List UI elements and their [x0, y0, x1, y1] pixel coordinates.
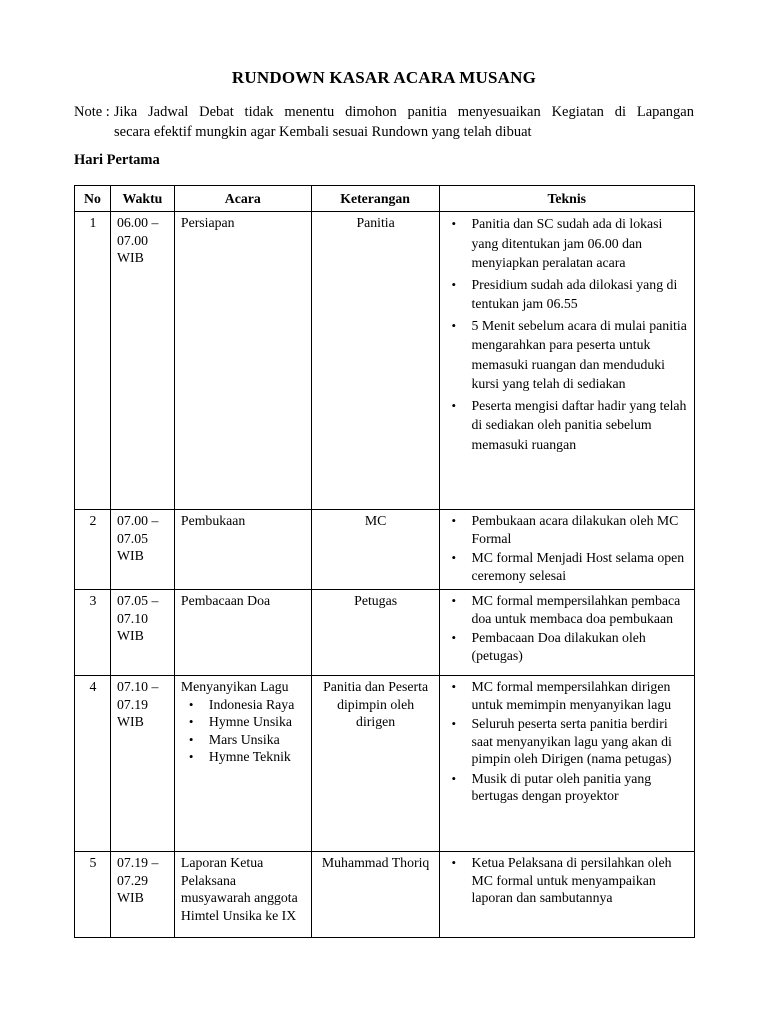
cell-acara: Laporan Ketua Pelaksana musyawarah anggota Himtel Unsika ke IX	[174, 852, 311, 938]
cell-teknis	[439, 212, 695, 510]
teknis-item: • 5 Menit sebelum acara di mulai panitia mengarahkan para peserta untuk memasuki ruangan dan menduduki kursi yang telah di sediakan	[446, 316, 690, 394]
cell-keterangan: Panitia dan Peserta dipimpin oleh dirigen	[311, 676, 439, 852]
cell-waktu	[110, 676, 174, 852]
cell-no: 2	[75, 510, 111, 590]
song-list	[181, 696, 306, 766]
cell-acara: Pembacaan Doa	[174, 590, 311, 676]
cell-no: 1	[75, 212, 111, 510]
document-title: RUNDOWN KASAR ACARA MUSANG	[231, 68, 537, 87]
cell-teknis	[439, 852, 695, 938]
table-row	[75, 212, 695, 510]
cell-no: 3	[75, 590, 111, 676]
note-text-line2: secara efektif mungkin agar Kembali sesuai Rundown yang telah dibuat	[114, 124, 532, 140]
waktu-end: 07.00	[116, 232, 148, 248]
waktu-zone: WIB	[116, 714, 144, 729]
waktu-zone: WIB	[116, 548, 144, 563]
header-no: No	[75, 186, 111, 212]
teknis-item: • MC formal Menjadi Host selama open ceremony selesai	[446, 549, 690, 584]
cell-teknis	[439, 590, 695, 676]
waktu-zone: WIB	[116, 628, 144, 643]
cell-waktu	[110, 510, 174, 590]
waktu-start: 07.00 –	[116, 513, 159, 528]
teknis-item: • Peserta mengisi daftar hadir yang telah di sediakan oleh panitia sebelum memasuki ruangan	[446, 396, 690, 455]
header-teknis: Teknis	[439, 186, 695, 212]
waktu-end: 07.10	[116, 610, 148, 626]
waktu-zone: WIB	[116, 250, 144, 265]
day-heading: Hari Pertama	[74, 152, 160, 168]
cell-teknis	[439, 510, 695, 590]
waktu-start: 07.10 –	[116, 679, 159, 694]
table-row	[75, 852, 695, 938]
waktu-start: 07.05 –	[116, 593, 159, 608]
cell-keterangan: Petugas	[311, 590, 439, 676]
teknis-item: • MC formal mempersilahkan pembaca doa untuk membaca doa pembukaan	[446, 592, 690, 627]
song-item: • Mars Unsika	[181, 731, 306, 749]
teknis-item: • Ketua Pelaksana di persilahkan oleh MC formal untuk menyampaikan laporan dan sambutannya	[446, 854, 690, 907]
teknis-item: • Panitia dan SC sudah ada di lokasi yang ditentukan jam 06.00 dan menyiapkan peralatan acara	[446, 214, 690, 273]
cell-no: 5	[75, 852, 111, 938]
teknis-item: • Seluruh peserta serta panitia berdiri saat menyanyikan lagu yang akan di pimpin oleh Dirigen (nama petugas)	[446, 715, 690, 768]
header-acara: Acara	[174, 186, 311, 212]
header-keterangan: Keterangan	[311, 186, 439, 212]
cell-keterangan: MC	[311, 510, 439, 590]
teknis-item: • MC formal mempersilahkan dirigen untuk memimpin menyanyikan lagu	[446, 678, 690, 713]
cell-waktu	[110, 590, 174, 676]
teknis-item: • Pembukaan acara dilakukan oleh MC Formal	[446, 512, 690, 547]
teknis-item: • Pembacaan Doa dilakukan oleh (petugas)	[446, 629, 690, 664]
cell-no: 4	[75, 676, 111, 852]
song-item: • Indonesia Raya	[181, 696, 306, 714]
waktu-end: 07.29	[116, 872, 148, 888]
cell-keterangan: Panitia	[311, 212, 439, 510]
waktu-start: 07.19 –	[116, 855, 159, 870]
header-waktu: Waktu	[110, 186, 174, 212]
cell-keterangan: Muhammad Thoriq	[311, 852, 439, 938]
note-block	[74, 102, 694, 142]
cell-teknis	[439, 676, 695, 852]
teknis-item: • Musik di putar oleh panitia yang bertugas dengan proyektor	[446, 770, 690, 805]
song-item: • Hymne Unsika	[181, 713, 306, 731]
table-row	[75, 510, 695, 590]
acara-title: Menyanyikan Lagu	[180, 679, 289, 694]
waktu-start: 06.00 –	[116, 215, 159, 230]
rundown-table	[74, 185, 695, 938]
cell-acara: Persiapan	[174, 212, 311, 510]
table-row	[75, 590, 695, 676]
cell-acara: Pembukaan	[174, 510, 311, 590]
note-text-line1: Jika Jadwal Debat tidak menentu dimohon panitia menyesuaikan Kegiatan di Lapangan	[113, 104, 694, 120]
waktu-end: 07.19	[116, 696, 148, 712]
table-row	[75, 676, 695, 852]
teknis-item: • Presidium sudah ada dilokasi yang di tentukan jam 06.55	[446, 275, 690, 314]
note-label: Note :	[74, 104, 110, 120]
cell-waktu	[110, 212, 174, 510]
song-item: • Hymne Teknik	[181, 748, 306, 766]
waktu-end: 07.05	[116, 530, 148, 546]
cell-waktu	[110, 852, 174, 938]
waktu-zone: WIB	[116, 890, 144, 905]
cell-acara	[174, 676, 311, 852]
table-header-row	[75, 186, 695, 212]
